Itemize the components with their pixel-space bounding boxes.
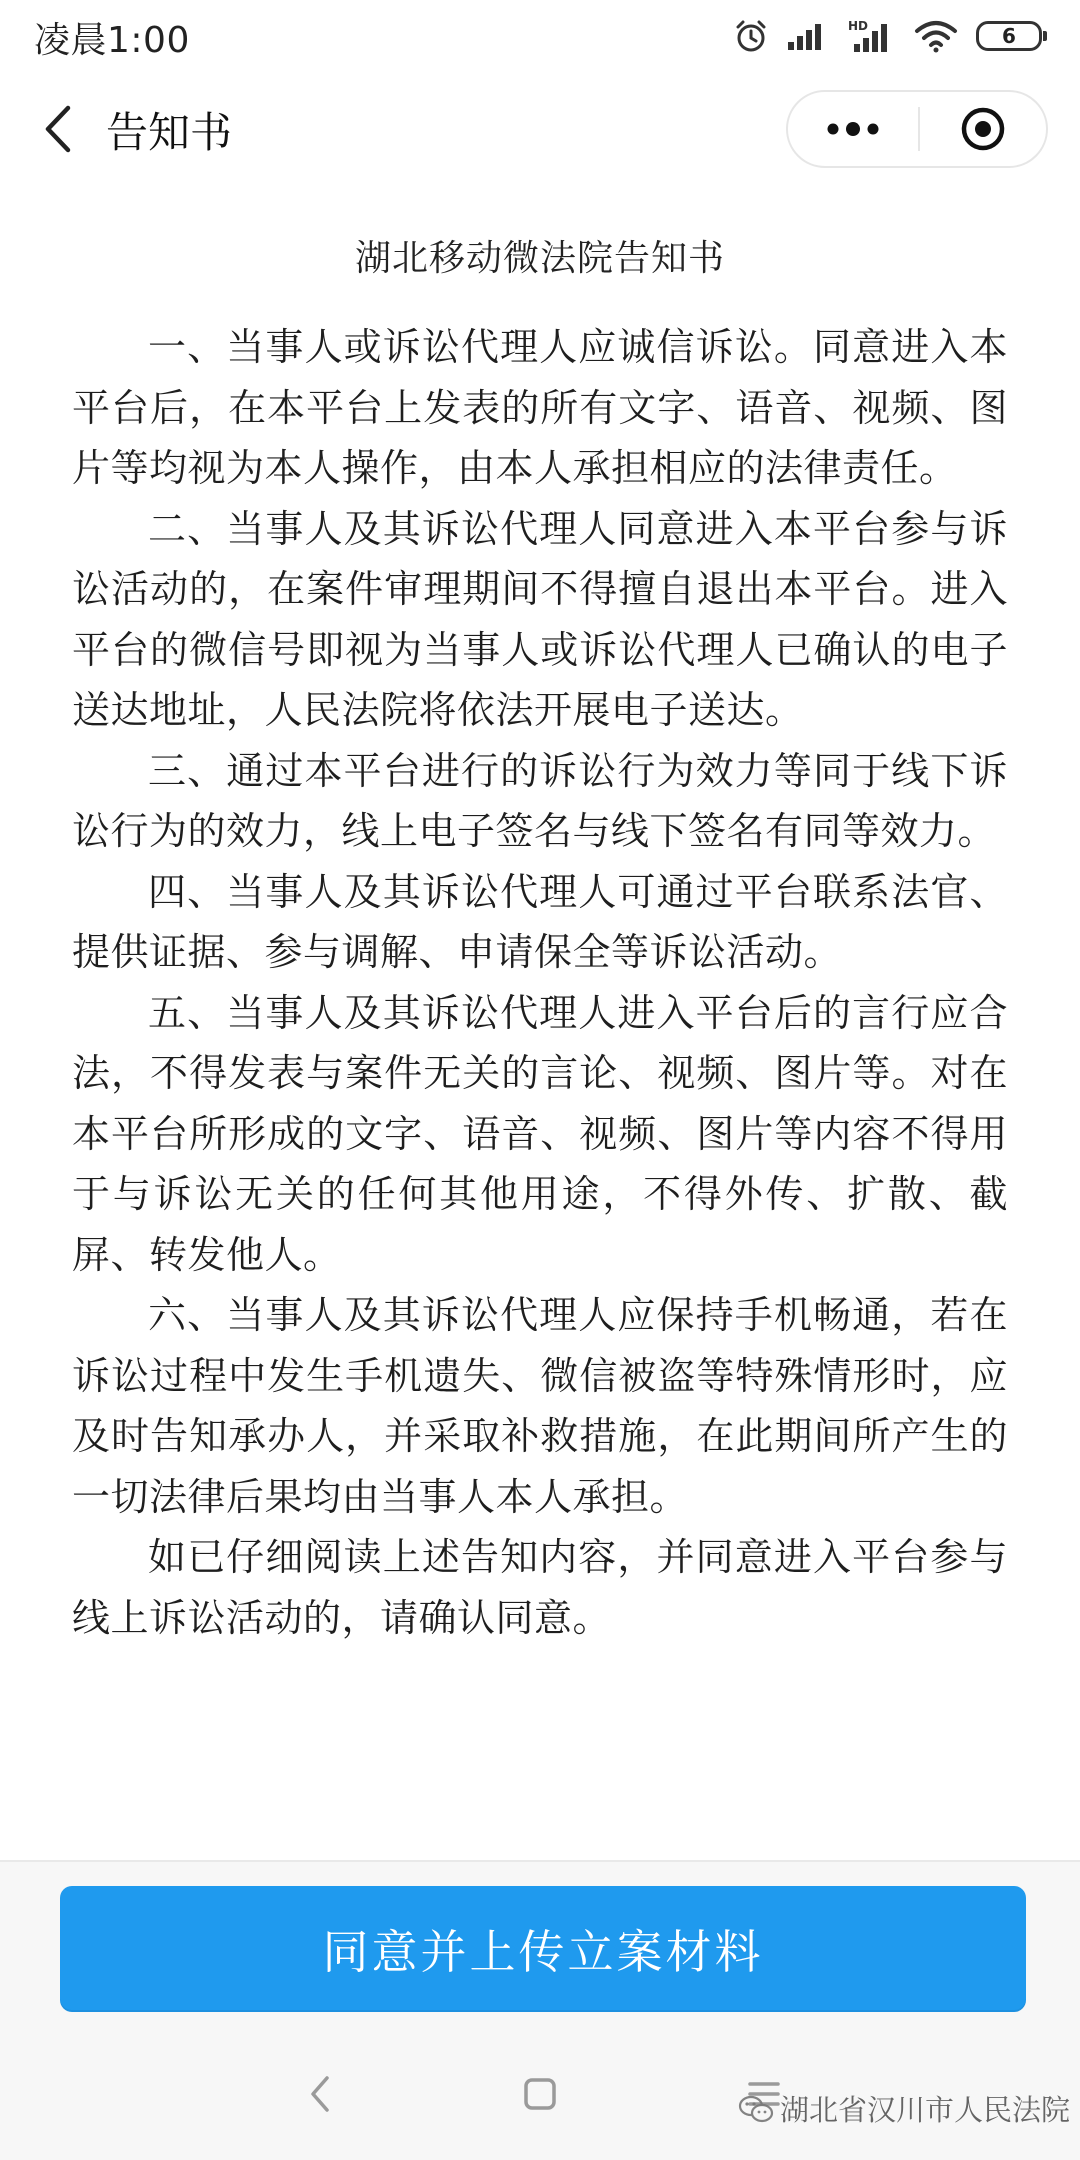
more-dots-icon <box>825 121 881 137</box>
nav-home-button[interactable] <box>510 2064 570 2124</box>
notice-paragraph-1: 一、当事人或诉讼代理人应诚信诉讼。同意进入本平台后，在本平台上发表的所有文字、语音、视频、图片等均视为本人操作，由本人承担相应的法律责任。 <box>72 325 1008 490</box>
status-icons <box>734 14 1042 58</box>
notice-confirmation-paragraph: 如已仔细阅读上述告知内容，并同意进入平台参与线上诉讼活动的，请确认同意。 <box>72 1535 1008 1640</box>
page-title: 告知书 <box>106 108 233 157</box>
notice-paragraph-5: 五、当事人及其诉讼代理人进入平台后的言行应合法，不得发表与案件无关的言论、视频、图片等。对在本平台所形成的文字、语音、视频、图片等内容不得用于与诉讼无关的任何其他用途，不得外传、扩散、截屏、转发他人。 <box>72 990 1008 1277</box>
document-title: 湖北移动微法院告知书 <box>354 238 725 279</box>
nav-back-icon <box>305 2072 335 2116</box>
notice-paragraph-2: 二、当事人及其诉讼代理人同意进入本平台参与诉讼活动的，在案件审理期间不得擅自退出本平台。进入平台的微信号即视为当事人或诉讼代理人已确认的电子送达地址，人民法院将依法开展电子送达。 <box>72 506 1008 732</box>
svg-text:HD: HD <box>848 19 869 33</box>
wifi-icon <box>914 19 958 53</box>
title-bar <box>0 72 1080 188</box>
capsule-menu <box>786 90 1048 168</box>
status-bar <box>0 0 1080 72</box>
nav-home-icon <box>520 2074 560 2114</box>
target-close-icon <box>959 105 1007 153</box>
notice-paragraph-3: 三、通过本平台进行的诉讼行为效力等同于线下诉讼行为的效力，线上电子签名与线下签名有同等效力。 <box>72 748 1008 853</box>
action-area <box>0 1860 1080 2030</box>
wechat-logo-icon <box>738 2094 774 2124</box>
back-button[interactable] <box>24 94 94 164</box>
watermark-text: 湖北省汉川市人民法院 <box>780 2093 1071 2127</box>
battery-icon <box>976 21 1042 51</box>
status-time: 凌晨1:00 <box>34 20 190 61</box>
agree-upload-button[interactable]: 同意并上传立案材料 <box>60 1886 1026 2012</box>
notice-paragraph-6: 六、当事人及其诉讼代理人应保持手机畅通，若在诉讼过程中发生手机遗失、微信被盗等特殊情形时，应及时告知承办人，并采取补救措施，在此期间所产生的一切法律后果均由当事人本人承担。 <box>72 1293 1008 1519</box>
system-nav-bar <box>0 2030 1080 2160</box>
notice-paragraph-4: 四、当事人及其诉讼代理人可通过平台联系法官、提供证据、参与调解、申请保全等诉讼活动。 <box>72 869 1008 974</box>
battery-level: 6 <box>1002 24 1016 48</box>
close-miniprogram-button[interactable] <box>920 92 1046 166</box>
signal-icon <box>786 20 830 52</box>
alarm-icon <box>734 19 768 53</box>
nav-back-button[interactable] <box>290 2064 350 2124</box>
document-content <box>72 230 1008 1648</box>
hd-signal-icon <box>848 18 896 54</box>
watermark <box>738 2088 1070 2129</box>
chevron-left-icon <box>42 104 76 154</box>
more-button[interactable] <box>788 92 918 166</box>
